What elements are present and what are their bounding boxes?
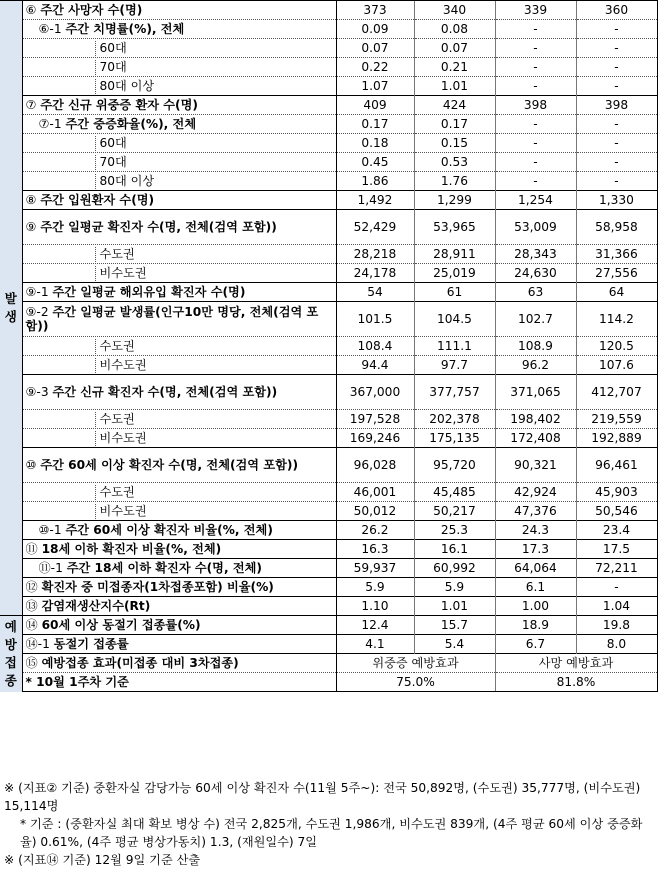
cell-value: 340 [414,1,495,20]
row-label: 주간 중증화율(%), 전체 [65,116,197,131]
table-row: ⑨-1 주간 일평균 해외유입 확진자 수(명) 54 61 63 64 [0,283,657,302]
table-row: 80대 이상 1.07 1.01 - - [0,77,657,96]
row-label: 수도권 [95,485,135,500]
row-label: 주간 일평균 확진자 수(명, 전체(검역 포함)) [40,220,277,234]
cell-value: 360 [576,1,657,20]
row-label: 비수도권 [95,431,147,446]
row-label: 수도권 [95,339,135,354]
row-label: 예방접종 효과(미접종 대비 3차접종) [41,655,239,670]
table-row: 수도권 197,528 202,378 198,402 219,559 [0,410,657,429]
footnotes [4,779,656,869]
row-label: 주간 일평균 해외유입 확진자 수(명) [52,284,246,299]
table-row: ⑪ 18세 이하 확진자 비율(%, 전체) 16.3 16.1 17.3 17.5 [0,540,657,559]
row-label: 수도권 [95,247,135,262]
row-label: 확진자 중 미접종자(1차접종포함) 비율(%) [41,579,274,594]
table-row: 60대 0.07 0.07 - - [0,39,657,58]
table-row: ⑩ 주간 60세 이상 확진자 수(명, 전체(검역 포함)) 96,028 95,720 90,321 96,461 [0,448,657,483]
table-row: ⑦ 주간 신규 위중증 환자 수(명) 409 424 398 398 [0,96,657,115]
row-label: 비수도권 [95,266,147,281]
table-row: ⑫ 확진자 중 미접종자(1차접종포함) 비율(%) 5.9 5.9 6.1 - [0,578,657,597]
efficacy-value-severe: 75.0% [336,673,495,692]
row-label: 주간 신규 확진자 수(명, 전체(검역 포함)) [52,385,278,399]
table-row: ⑨-3 주간 신규 확진자 수(명, 전체(검역 포함)) 367,000 377,757 371,065 412,707 [0,375,657,410]
table-row: 비수도권 50,012 50,217 47,376 50,546 [0,502,657,521]
table-row: ⑧ 주간 입원환자 수(명) 1,492 1,299 1,254 1,330 [0,191,657,210]
table-row: ⑪-1 주간 18세 이하 확진자 수(명, 전체) 59,937 60,992 64,064 72,211 [0,559,657,578]
table-row: ⑨-2 주간 일평균 발생률(인구10만 명당, 전체(검역 포함)) 101.5 104.5 102.7 114.2 [0,302,657,337]
table-row: ⑮ 예방접종 효과(미접종 대비 3차접종) 위중증 예방효과 사망 예방효과 [0,654,657,673]
row-label: 비수도권 [95,358,147,373]
table-row [0,673,657,692]
cell-value: 339 [495,1,576,20]
table-row: ⑦-1 주간 중증화율(%), 전체 0.17 0.17 - - [0,115,657,134]
row-label: 70대 [95,60,127,75]
efficacy-header-death: 사망 예방효과 [495,654,657,673]
row-label: 수도권 [95,412,135,427]
group-label-vaccination: 예 방 접 종 [0,616,22,692]
row-label: 주간 신규 위중증 환자 수(명) [40,97,198,112]
row-label: 70대 [95,155,127,170]
row-label: * 10월 1주차 기준 [22,673,336,692]
table-row: ⑭-1 동절기 접종률 4.1 5.4 6.7 8.0 [0,635,657,654]
table-row: 발생 ⑥ 주간 사망자 수(명) 373 340 339 360 [0,1,657,20]
efficacy-value-death: 81.8% [495,673,657,692]
row-label: 80대 이상 [95,174,155,189]
row-label: 주간 18세 이하 확진자 수(명, 전체) [66,560,262,575]
row-label: 주간 일평균 발생률(인구10만 명당, 전체(검역 포함)) [25,305,319,333]
footnote-3: ※ (지표⑭ 기준) 12월 9일 기준 산출 [4,853,201,867]
group-label-occurrence: 발생 [0,1,22,616]
table-row: 수도권 28,218 28,911 28,343 31,366 [0,245,657,264]
row-label: 60대 [95,136,127,151]
table-row: ⑥-1 주간 치명률(%), 전체 0.09 0.08 - - [0,20,657,39]
row-label: 60대 [95,41,127,56]
table-row: 60대 0.18 0.15 - - [0,134,657,153]
footnote-2: * 기준 : (중환자실 최대 확보 병상 수) 전국 2,825개, 수도권 1,986개, 비수도권 839개, (4주 평균 60세 이상 중증화율) 0.61%, (4주 평균 병상가동치) 1.3, (재원일수) 7일 [20,817,643,849]
row-label: 주간 60세 이상 확진자 수(명, 전체(검역 포함)) [40,458,299,472]
efficacy-header-severe: 위중증 예방효과 [336,654,495,673]
table-row: ⑨ 주간 일평균 확진자 수(명, 전체(검역 포함)) 52,429 53,965 53,009 58,958 [0,210,657,245]
table-row: 70대 0.45 0.53 - - [0,153,657,172]
table-row: ⑩-1 주간 60세 이상 확진자 비율(%, 전체) 26.2 25.3 24.3 23.4 [0,521,657,540]
row-label: 주간 치명률(%), 전체 [65,21,185,36]
row-label: 18세 이하 확진자 비율(%, 전체) [41,541,222,556]
row-label: 주간 60세 이상 확진자 비율(%, 전체) [65,522,273,537]
table-row: 수도권 46,001 45,485 42,924 45,903 [0,483,657,502]
row-label: 60세 이상 동절기 접종률(%) [41,617,201,632]
table-row: 수도권 108.4 111.1 108.9 120.5 [0,337,657,356]
row-label: 비수도권 [95,504,147,519]
table-row: 비수도권 169,246 175,135 172,408 192,889 [0,429,657,448]
table-row: 70대 0.22 0.21 - - [0,58,657,77]
row-label: 주간 입원환자 수(명) [40,192,155,207]
row-label: 감염재생산지수(Rt) [41,598,151,613]
table-row: 비수도권 24,178 25,019 24,630 27,556 [0,264,657,283]
row-label: 주간 사망자 수(명) [40,2,143,17]
table-row: 비수도권 94.4 97.7 96.2 107.6 [0,356,657,375]
row-label: 80대 이상 [95,79,155,94]
footnote-1: ※ (지표② 기준) 중환자실 감당가능 60세 이상 확진자 수(11월 5주~): 전국 50,892명, (수도권) 35,777명, (비수도권) 15,114명 [4,781,641,813]
table-row: 80대 이상 1.86 1.76 - - [0,172,657,191]
cell-value: 373 [336,1,414,20]
table-row: 예 방 접 종 ⑭ 60세 이상 동절기 접종률(%) 12.4 15.7 18.9 19.8 [0,616,657,635]
table-row: ⑬ 감염재생산지수(Rt) 1.10 1.01 1.00 1.04 [0,597,657,616]
row-label: 동절기 접종률 [53,636,129,651]
